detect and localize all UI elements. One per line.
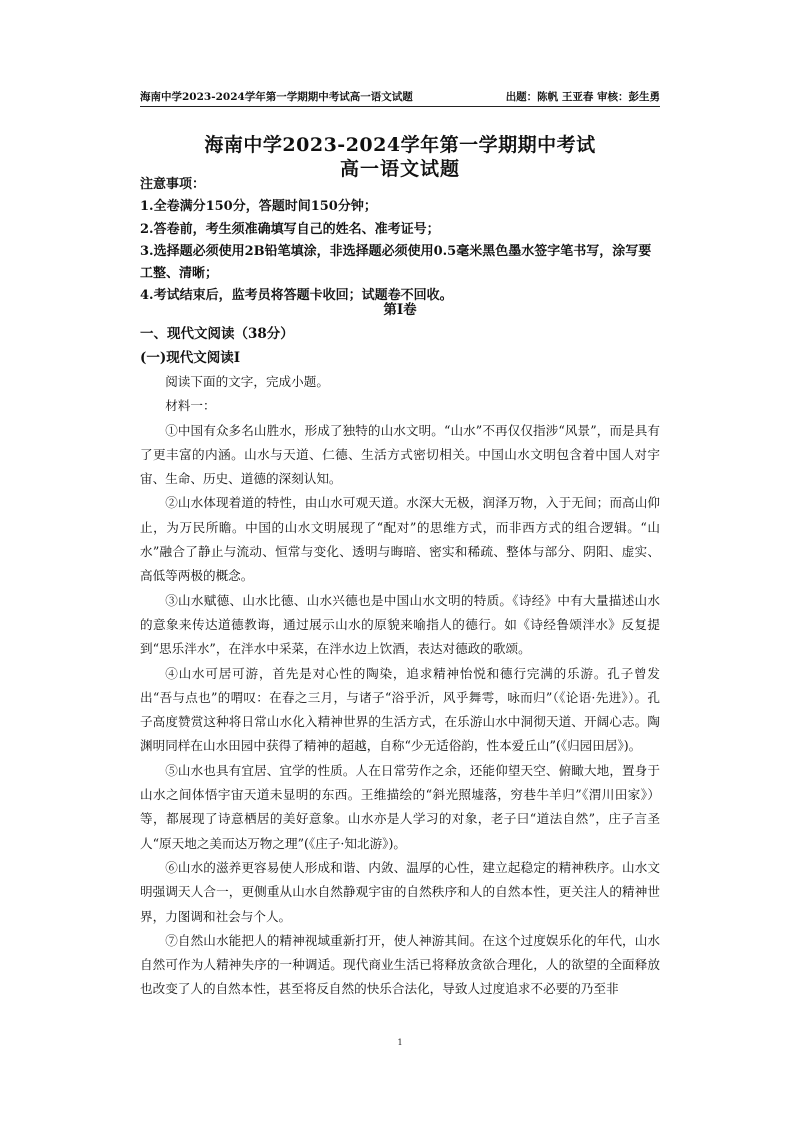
exam-title: 海南中学2023-2024学年第一学期期中考试 (204, 134, 596, 156)
passage-paragraph: ④山水可居可游，首先是对心性的陶染，追求精神怡悦和德行完满的乐游。孔子曾发出“吾与点也”的喟叹：在春之三月，与诸子“浴乎沂，风乎舞雩，咏而归”（《论语·先进》）。孔子高度赞赏这种将日常山水化入精神世界的生活方式，在乐游山水中洞彻天道、开阔心志。陶渊明同样在山水田园中获得了精神的超越，自称“少无适俗韵，性本爱丘山”(《归园田居》)。 (140, 665, 660, 754)
exam-notes (140, 174, 660, 308)
passage-paragraph: ⑦自然山水能把人的精神视域重新打开，使人神游其间。在这个过度娱乐化的年代，山水自然可作为人精神失序的一种调适。现代商业生活已将释放贪欲合理化，人的欲望的全面释放也改变了人的自然本性，甚至将反自然的快乐合法化，导致人过度追求不必要的乃至非 (140, 932, 660, 997)
page-number: 1 (397, 1038, 403, 1047)
header-exam-name: 海南中学2023-2024学年第一学期期中考试高一语文试题 (140, 91, 413, 103)
notes-heading: 注意事项： (140, 177, 206, 192)
note-item: 4.考试结束后，监考员将答题卡收回；试题卷不回收。 (140, 288, 453, 304)
page-header (140, 89, 660, 104)
header-divider (140, 106, 660, 107)
volume-heading: 第Ⅰ卷 (383, 302, 417, 318)
passage-instruction: 阅读下面的文字，完成小题。 (165, 374, 329, 389)
passage-paragraph: ①中国有众多名山胜水，形成了独特的山水文明。“山水”不再仅仅指涉“风景”，而是具有了更丰富的内涵。山水与天道、仁德、生活方式密切相关。中国山水文明包含着中国人对宇宙、生命、历史、道德的深刻认知。 (140, 422, 660, 487)
header-authors: 出题：陈帆 王亚春 审核：彭生勇 (505, 91, 660, 103)
passage-paragraph: ⑤山水也具有宜居、宜学的性质。人在日常劳作之余，还能仰望天空、俯瞰大地，置身于山水之间体悟宇宙天道未显明的东西。王维描绘的“斜光照墟落，穷巷牛羊归”《渭川田家》）等，都展现了诗意栖居的美好意象。山水亦是人学习的对象，老子曰“道法自然”，庄子言圣人“原天地之美而达万物之理”(《庄子·知北游》)。 (140, 762, 660, 851)
exam-subtitle: 高一语文试题 (339, 158, 460, 180)
note-item: 2.答卷前，考生须准确填写自己的姓名、准考证号； (140, 221, 440, 237)
subsection-heading: (一)现代文阅读Ⅰ (140, 350, 241, 366)
material-label: 材料一： (165, 398, 216, 414)
reading-passage (140, 370, 660, 1002)
note-item: 3.选择题必须使用2B铅笔填涂，非选择题必须使用0.5毫米黑色墨水签字笔书写，涂写要工整、清晰； (140, 243, 652, 282)
passage-paragraph: ⑥山水的滋养更容易使人形成和谐、内敛、温厚的心性，建立起稳定的精神秩序。山水文明强调天人合一，更侧重从山水自然静观宇宙的自然秩序和人的自然本性，更关注人的精神世界，力图调和社会与个人。 (140, 859, 660, 924)
passage-paragraph: ③山水赋德、山水比德、山水兴德也是中国山水文明的特质。《诗经》中有大量描述山水的意象来传达道德教诲，通过展示山水的原貌来喻指人的德行。如《诗经鲁颂泮水》反复提到“思乐泮水”，在泮水中采菜，在泮水边上饮酒，表达对德政的歌颂。 (140, 592, 660, 657)
section-heading: 一、现代文阅读（38分） (140, 326, 294, 342)
passage-paragraph: ②山水体现着道的特性，由山水可观天道。水深大无极，润泽万物，入于无间；而高山仰止，为万民所瞻。中国的山水文明展现了“配对”的思维方式，而非西方式的组合逻辑。“山水”融合了静止与流动、恒常与变化、透明与晦暗、密实和稀疏、整体与部分、阴阳、虚实、高低等两极的概念。 (140, 495, 660, 584)
note-item: 1.全卷满分150分，答题时间150分钟； (140, 199, 377, 215)
